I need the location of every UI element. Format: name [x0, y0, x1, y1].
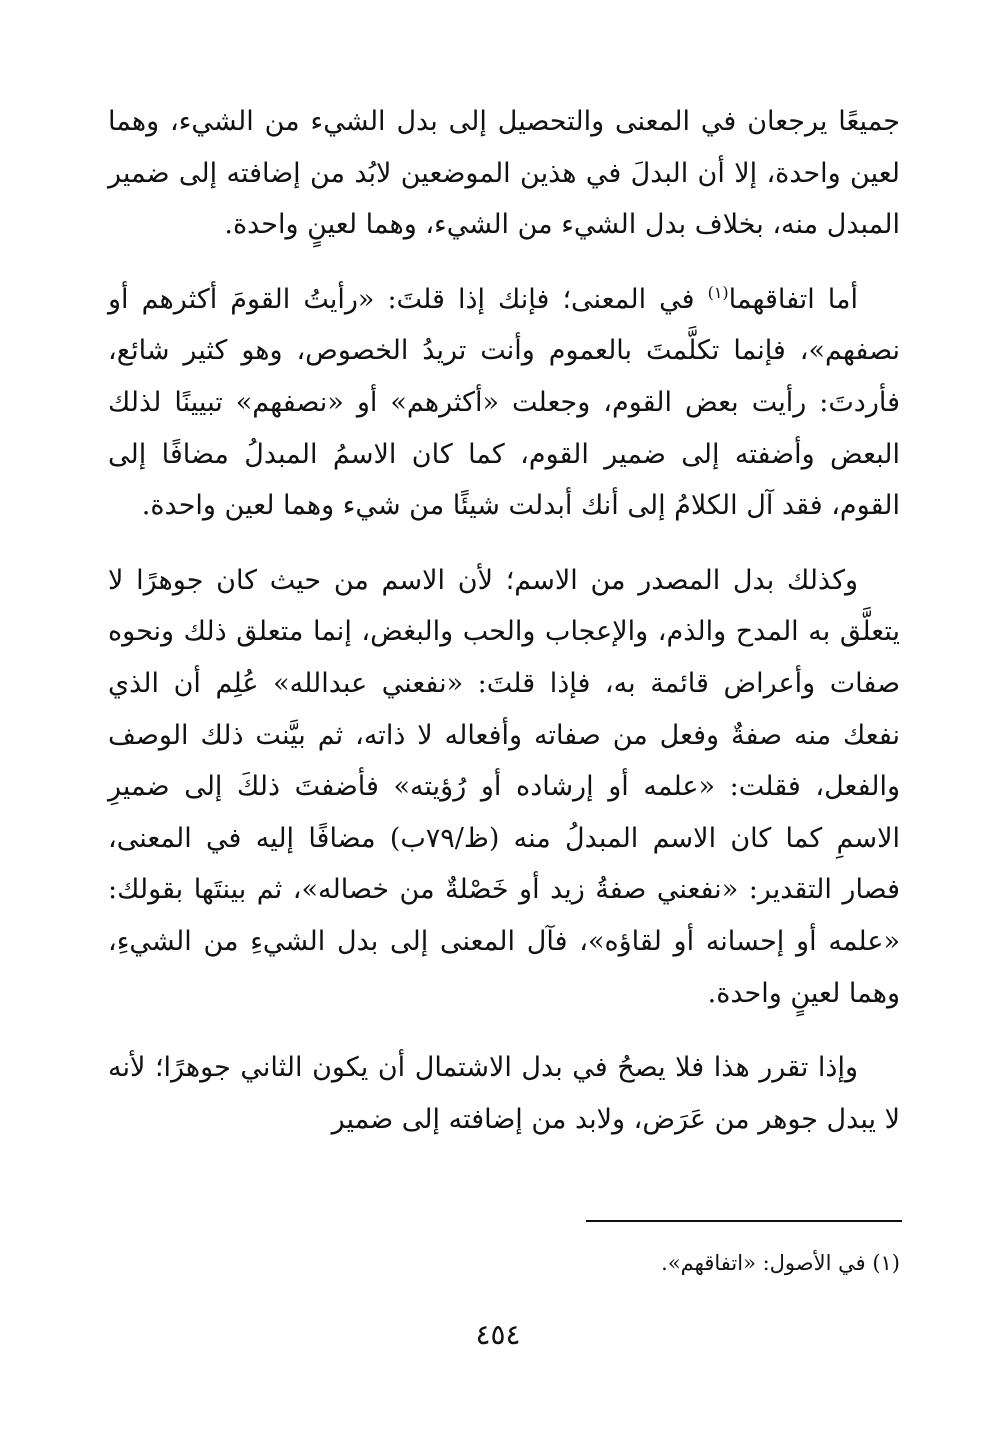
- page-number: ٤٥٤: [475, 1318, 521, 1351]
- footnote: (١) في الأصول: «اتفاقهم».: [661, 1251, 900, 1275]
- paragraph-2-start: أما اتفاقهما: [728, 283, 858, 315]
- paragraph-2: [108, 274, 900, 532]
- paragraph-3: وكذلك بدل المصدر من الاسم؛ لأن الاسم من حيث كان جوهرًا لا يتعلَّق به المدح والذم، والإعجاب والحب والبغض، إنما متعلق ذلك ونحوه صفات وأعراض قائمة به، فإذا قلتَ: «نفعني عبدالله» عُلِم أن الذي نفعك منه صفةٌ وفعل من صفاته وأفعاله لا ذاته، ثم بيَّنت ذلك الوصف والفعل، فقلت: «علمه أو إرشاده أو رُؤيته» فأضفتَ ذلكَ إلى ضميرِ الاسمِ كما كان الاسم المبدلُ منه (ظ/٧٩ب) مضافًا إليه في المعنى، فصار التقدير: «نفعني صفةُ زيد أو خَصْلةٌ من خصاله»، ثم بينتَها بقولك: «علمه أو إحسانه أو لقاؤه»، فآل المعنى إلى بدل الشيءِ من الشيءِ، وهما لعينٍ واحدة.: [108, 564, 900, 1009]
- paragraph-4: وإذا تقرر هذا فلا يصحُ في بدل الاشتمال أن يكون الثاني جوهرًا؛ لأنه لا يبدل جوهر من عَرَض، ولابد من إضافته إلى ضمير: [108, 1052, 900, 1135]
- paragraph-2-rest: في المعنى؛ فإنك إذا قلتَ: «رأيتُ القومَ أكثرهم أو نصفهم»، فإنما تكلَّمتَ بالعموم وأنت تريدُ الخصوص، وهو كثير شائع، فأردتَ: رأيت بعض القوم، وجعلت «أكثرهم» أو «نصفهم» تبيينًا لذلك البعض وأضفته إلى ضمير القوم، كما كان الاسمُ المبدلُ مضافًا إلى القوم، فقد آل الكلامُ إلى أنك أبدلت شيئًا من شيء وهما لعين واحدة.: [108, 283, 900, 522]
- paragraph-1: جميعًا يرجعان في المعنى والتحصيل إلى بدل الشيء من الشيء، وهما لعين واحدة، إلا أن البدلَ في هذين الموضعين لابُد من إضافته إلى ضمير المبدل منه، بخلاف بدل الشيء من الشيء، وهما لعينٍ واحدة.: [108, 106, 900, 241]
- footnote-divider: [586, 1220, 902, 1222]
- footnote-marker: (١): [707, 282, 729, 302]
- main-text: [108, 96, 900, 1168]
